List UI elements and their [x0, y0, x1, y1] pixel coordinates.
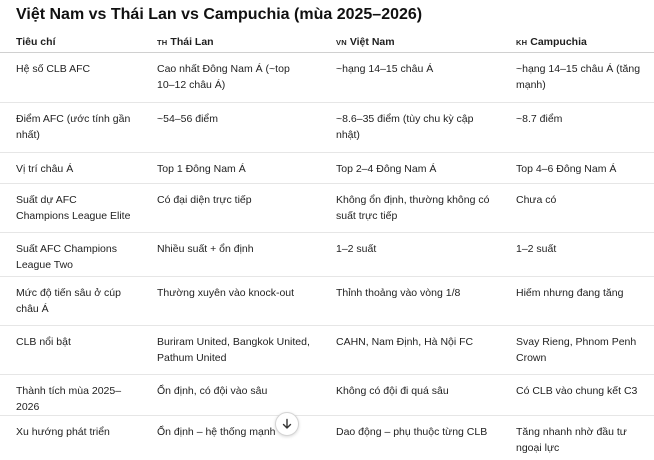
vietnam-cell: CAHN, Nam Định, Hà Nội FC	[320, 326, 500, 375]
thailand-cell: Nhiều suất + ổn định	[141, 233, 320, 277]
criteria-cell: Mức độ tiến sâu ở cúp châu Á	[0, 277, 141, 326]
vietnam-cell: Thỉnh thoảng vào vòng 1/8	[320, 277, 500, 326]
cambodia-cell: 1–2 suất	[500, 233, 654, 277]
header-cambodia: KH Campuchia	[500, 32, 654, 53]
header-criteria: Tiêu chí	[0, 32, 141, 53]
criteria-cell: Điểm AFC (ước tính gần nhất)	[0, 103, 141, 153]
vietnam-cell: Dao động – phụ thuộc từng CLB	[320, 416, 500, 460]
criteria-cell: Vị trí châu Á	[0, 153, 141, 184]
cambodia-cell: Hiếm nhưng đang tăng	[500, 277, 654, 326]
table-row	[0, 233, 654, 277]
vietnam-cell: ~8.6–35 điểm (tùy chu kỳ cập nhật)	[320, 103, 500, 153]
thailand-cell: Ổn định, có đội vào sâu	[141, 375, 320, 416]
vietnam-flag-icon: VN	[336, 38, 347, 47]
vietnam-cell: Không ổn định, thường không có suất trực tiếp	[320, 184, 500, 233]
table-row	[0, 153, 654, 184]
thailand-cell: Top 1 Đông Nam Á	[141, 153, 320, 184]
header-thailand: TH Thái Lan	[141, 32, 320, 53]
vietnam-cell: ~hạng 14–15 châu Á	[320, 53, 500, 103]
criteria-cell: Hệ số CLB AFC	[0, 53, 141, 103]
vietnam-cell: Top 2–4 Đông Nam Á	[320, 153, 500, 184]
cambodia-cell: Top 4–6 Đông Nam Á	[500, 153, 654, 184]
thailand-cell: Thường xuyên vào knock-out	[141, 277, 320, 326]
table-row	[0, 277, 654, 326]
thailand-cell: Buriram United, Bangkok United, Pathum United	[141, 326, 320, 375]
criteria-cell: Suất AFC Champions League Two	[0, 233, 141, 277]
table-row	[0, 416, 654, 460]
criteria-cell: CLB nổi bật	[0, 326, 141, 375]
cambodia-flag-icon: KH	[516, 38, 527, 47]
cambodia-cell: Svay Rieng, Phnom Penh Crown	[500, 326, 654, 375]
table-row	[0, 184, 654, 233]
table-row	[0, 53, 654, 103]
table-row	[0, 375, 654, 416]
cambodia-cell: ~8.7 điểm	[500, 103, 654, 153]
thailand-cell: Cao nhất Đông Nam Á (~top 10–12 châu Á)	[141, 53, 320, 103]
criteria-cell: Thành tích mùa 2025–2026	[0, 375, 141, 416]
page-title: Việt Nam vs Thái Lan vs Campuchia (mùa 2025–2026)	[16, 6, 422, 24]
table-row	[0, 103, 654, 153]
arrow-down-icon	[281, 418, 293, 430]
cambodia-cell: Tăng nhanh nhờ đầu tư ngoại lực	[500, 416, 654, 460]
cambodia-cell: Chưa có	[500, 184, 654, 233]
vietnam-cell: 1–2 suất	[320, 233, 500, 277]
cambodia-cell: ~hạng 14–15 châu Á (tăng mạnh)	[500, 53, 654, 103]
criteria-cell: Xu hướng phát triển	[0, 416, 141, 460]
header-vietnam: VN Việt Nam	[320, 32, 500, 53]
cambodia-cell: Có CLB vào chung kết C3	[500, 375, 654, 416]
thailand-cell: Có đại diện trực tiếp	[141, 184, 320, 233]
table-row	[0, 326, 654, 375]
vietnam-cell: Không có đội đi quá sâu	[320, 375, 500, 416]
thailand-cell: Ổn định – hệ thống mạnh	[141, 416, 320, 460]
thailand-cell: ~54–56 điểm	[141, 103, 320, 153]
comparison-table	[0, 32, 654, 460]
criteria-cell: Suất dự AFC Champions League Elite	[0, 184, 141, 233]
thailand-flag-icon: TH	[157, 38, 167, 47]
table-header-row	[0, 32, 654, 53]
scroll-down-button[interactable]	[275, 412, 299, 436]
